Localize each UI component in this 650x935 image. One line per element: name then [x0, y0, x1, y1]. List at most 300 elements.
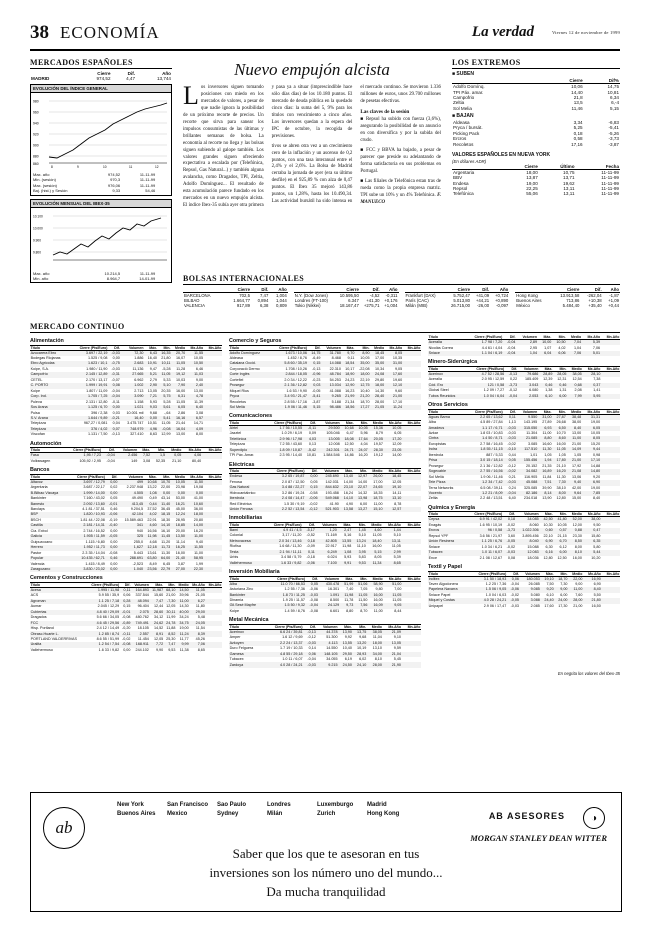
quote-value: 9,64 [566, 491, 581, 496]
quote-value: 24,62 [149, 621, 163, 626]
quote-value: 1.0 11 / 6,07 [464, 550, 503, 555]
quote-value: 22,91 [147, 517, 157, 522]
row-anio: 13,744 [156, 76, 171, 81]
quote-value: 38,48 [566, 414, 581, 420]
quote-value: 8,05 [582, 436, 601, 441]
quote-value: 18,45 [383, 474, 402, 480]
quote-value: 2,99 [382, 550, 401, 555]
quote-col-header: Cierre (Pts/Euro) [468, 572, 506, 577]
quote-value: 3.4 88 / 22,27 [266, 485, 305, 490]
adr-subtitle: (En dólares ADR) [452, 158, 487, 164]
quote-value: 11,54 [195, 626, 205, 631]
quote-value [601, 394, 620, 399]
quote-value: 3,60 [507, 533, 516, 538]
quote-value: 28,89 [539, 371, 553, 377]
quote-value: 0,44 [144, 501, 158, 506]
quote-value: 11,78 [344, 597, 354, 602]
quote-value: 16,20 [193, 528, 204, 533]
quote-value: 41.088 [329, 388, 341, 393]
quote-value: 11,05 [176, 399, 186, 404]
quote-value: 11,55 [186, 350, 204, 356]
quote-value: 0,05 [310, 479, 318, 484]
quote-value: 16,00 [175, 550, 185, 555]
quote-value: 4,09 [186, 427, 204, 432]
quote-value: 11,24 [176, 631, 189, 636]
quote-group-heading: Comunicaciones [229, 413, 421, 421]
quote-value: -0,04 [102, 453, 116, 459]
quote-value: 45,26 [195, 636, 205, 641]
quote-value: 27,00 [171, 567, 186, 572]
quote-value: 0,37 [582, 383, 601, 388]
quote-name: Bodegas Riojanas [30, 356, 61, 360]
quote-value: 7,04 [566, 340, 582, 346]
svg-text:10.000: 10.000 [33, 226, 43, 231]
quote-value: 18,70 [360, 399, 370, 404]
quote-value: 117.510 [516, 447, 538, 452]
quote-value: -0,02 [510, 592, 519, 597]
quote-col-header: Medio [368, 469, 383, 474]
table-row: Argentaria 18,00 10,75 11-11-99 [453, 169, 619, 175]
quote-value: 40,00 [176, 610, 189, 615]
quote-value: 5.6 66 / 34,05 [96, 615, 120, 620]
quote-value: 10,05 [590, 431, 601, 436]
quote-value: 3.697 / 22,19 [70, 350, 108, 356]
quote-value: 28,05 [553, 371, 567, 377]
quote-value: 16,25 [171, 545, 186, 550]
quote-value: -0,23 [312, 377, 321, 382]
quote-value: 8,44 [394, 608, 402, 613]
quote-col-header: Medio [166, 448, 182, 453]
quote-value: 1,08 [337, 550, 352, 555]
quote-value: 6,05 [582, 426, 601, 431]
quote-value: 5,80 [593, 544, 601, 549]
quote-value: 0,05 [166, 453, 182, 459]
quote-value: 234.018 [523, 496, 538, 501]
quote-value: 14,50 [176, 587, 189, 593]
quote-value: 1.1 25 / 6,76 [464, 539, 503, 544]
quote-value: 521.903 [318, 507, 339, 512]
international-heading: BOLSAS INTERNACIONALES [183, 274, 620, 285]
quote-value: 5,33 [163, 377, 171, 382]
quote-name: Valencia [30, 561, 45, 566]
quote-value: 9,00 [575, 582, 583, 586]
quote-name: Dinamia [229, 597, 244, 602]
col-dif: Dif. [127, 71, 136, 76]
quote-value: -0,06 [309, 587, 318, 592]
quote-group-heading: Metal Mecánica [229, 617, 421, 625]
quote-col-header: Mx.Año [582, 410, 601, 415]
quote-value: 6,04 [538, 351, 552, 356]
quote-value: -0,04 [505, 394, 518, 399]
quote-value [202, 459, 222, 464]
quote-value: 1,94 [538, 458, 552, 463]
quote-col-header: Mn.Año [205, 583, 222, 588]
quote-col-header: Volumen [516, 410, 538, 415]
quote-value: 16,16 [171, 416, 186, 421]
quote-value: -0,08 [309, 608, 318, 613]
quote-value: 1.807 / 11,09 [86, 388, 108, 393]
quote-value: 12,05 [153, 636, 164, 641]
quote-value: 1.0 04 / 6,03 [485, 592, 507, 597]
quote-value: 1.6 95 / 10,19 [479, 522, 503, 527]
quote-value: 12,54 [572, 377, 582, 382]
quote-col-header: Mín. [552, 335, 566, 340]
quote-name: Riofisa [229, 544, 241, 549]
quote-value: -0,04 [108, 394, 120, 399]
quote-value: 11,30 [161, 550, 171, 555]
quote-value: 21,00 [573, 603, 583, 608]
quote-col-header: Máx. [341, 346, 355, 351]
quote-value: 9,11 [347, 356, 355, 360]
note-value: 976,06 [107, 182, 121, 188]
quote-value: 21,90 [382, 662, 401, 667]
quote-value: 20.152 [525, 463, 538, 468]
quote-value: 376 / 4,02 [70, 427, 108, 432]
note-date: 11-11-99 [139, 182, 156, 188]
quote-value: 1.6 68 / 11,30 [279, 544, 302, 549]
quote-value [601, 351, 620, 356]
quote-value: 14.088 [321, 361, 341, 366]
quote-value: 16,90 [583, 576, 601, 582]
quote-name: Europistas [428, 441, 447, 446]
quote-value [205, 648, 222, 653]
quote-value: 15,10 [368, 507, 383, 512]
quote-value: 6,43 [144, 350, 158, 356]
quote-name: Sol Meliá [428, 474, 444, 479]
quote-value: 18,70 [554, 576, 568, 582]
quote-value: 8,40 [592, 496, 601, 501]
quote-name: Fasa [30, 453, 60, 459]
quote-value: 6,27 [189, 599, 205, 604]
quote-col-header: Medio [368, 421, 383, 426]
quote-name: Corp. Ind. [30, 394, 70, 399]
quote-value: 2,08 [574, 388, 582, 393]
quote-value: 12,50 [557, 555, 567, 560]
quote-value: 21,00 [385, 394, 403, 399]
quote-col-header: Mín. [352, 523, 367, 528]
quote-col-header: Volumen [520, 572, 541, 577]
note-value: 970,3 [110, 177, 121, 183]
quote-col-header: Titulo [229, 523, 262, 528]
quote-name: Enagás [428, 522, 442, 527]
quote-value: 3.4 58 / 5,79 [280, 555, 302, 560]
quote-value: 10,60 [186, 501, 204, 506]
note-date: 11-11-99 [139, 172, 156, 177]
quote-value: 19,12 [373, 453, 383, 458]
quote-value: 3.2 65 / 19,87 [266, 474, 305, 480]
quote-value: 0,00 [305, 474, 318, 480]
quote-value: 8,60 [552, 436, 566, 441]
quote-value: 8,50 [567, 539, 582, 544]
quote-value: 9,03 [144, 405, 158, 410]
table-row [229, 662, 421, 667]
quote-value: -5,28 [162, 366, 171, 371]
quote-value: 18,54 [341, 361, 355, 366]
quote-value: 1.6 53 / 9,90 [286, 388, 307, 393]
quote-value: 64,00 [157, 556, 171, 561]
quote-value: 3.830 / 23,02 [68, 567, 106, 572]
quote-value: 13,90 [542, 496, 552, 501]
quote-col-header: Máx. [539, 512, 553, 517]
quote-value: 45,00 [175, 506, 185, 511]
quote-value: 16,56 [147, 528, 157, 533]
ad-brand: AB ASESORES [488, 811, 565, 821]
quote-col-header: Mx.Año [385, 346, 403, 351]
quote-value: 1.8 55 / 11,15 [464, 447, 504, 452]
quote-name: Sogecable [428, 469, 464, 474]
quote-col-header: Titulo [428, 410, 464, 415]
quote-value: 0,05 [110, 496, 118, 501]
ad-city: Luxemburgo [317, 802, 354, 808]
quote-value: 9.085 [520, 587, 541, 592]
spanish-markets-heading: MERCADOS ESPAÑOLES [30, 58, 172, 69]
quote-value: 1.952 / 11,73 [68, 545, 106, 550]
quote-name: Agroman [30, 599, 86, 604]
quote-value: 17,20 [383, 437, 402, 442]
quote-value: 1.415 / 8,49 [85, 561, 105, 566]
quote-name: Telepizza [30, 421, 46, 426]
quote-value: 16,07 [175, 356, 186, 360]
quote-group-heading: Textil y Papel [428, 564, 620, 572]
extremes-column [452, 58, 620, 197]
note-label: Max. año [33, 172, 50, 177]
quote-col-header: Mín. [151, 448, 166, 453]
quote-value: 16,00 [175, 388, 186, 393]
quote-value: 51.300 [326, 635, 338, 640]
quote-col-header: Volumen [516, 512, 540, 517]
table-row [428, 351, 620, 356]
index-chart-notes [31, 171, 171, 195]
quote-value: 2,79 [149, 377, 157, 382]
quote-value: 1.4 50 / 8,71 [464, 436, 504, 441]
index-chart-caption: EVOLUCIÓN DEL ÍNDICE GENERAL [31, 85, 171, 93]
quote-value: 7,72 [149, 642, 163, 647]
quote-value: 11,05 [392, 597, 402, 602]
quote-value: 5,21 [144, 372, 158, 377]
quote-value: -0,04 [503, 351, 516, 356]
quote-col-header: Máx. [149, 583, 163, 588]
quote-col-header: Dif. [108, 346, 120, 351]
quote-value: 26,00 [368, 474, 383, 480]
quote-value: 0,57 [553, 528, 567, 533]
quote-value: 21,40 [171, 556, 186, 561]
extremes-heading: LOS EXTREMOS [452, 58, 620, 69]
quote-value: 0,00 [186, 491, 204, 496]
table-row [428, 604, 620, 609]
quote-value: 27,87 [552, 414, 566, 420]
quote-value: 1,99 [195, 561, 204, 566]
quote-value: 10,05 [171, 479, 186, 485]
quote-value: -0,13 [312, 366, 321, 371]
note-value: 10.214,5 [104, 270, 121, 276]
quote-value: 10,05 [354, 425, 368, 431]
international-grid [183, 287, 620, 309]
quote-value: 11,05 [552, 447, 566, 452]
quote-value: 11,38 [179, 647, 189, 652]
quote-value: 12,80 [556, 496, 566, 501]
quote-value: 21,35 [542, 463, 552, 468]
quote-value: 8,90 [355, 350, 370, 356]
quote-col-header: Dif. [302, 523, 315, 528]
quote-value: 6,46 [195, 366, 204, 371]
quote-value: 4,96 [144, 427, 158, 432]
quote-value: -0,03 [503, 426, 516, 431]
quote-value: 28,93 [352, 652, 366, 657]
quote-col-header: Volumen [318, 469, 339, 474]
spanish-markets-table [30, 71, 172, 81]
quote-name: Ercros [428, 528, 464, 533]
quote-value: 1.1 17 / 6,71 [464, 426, 504, 431]
quote-col-header: Mx.Año [186, 475, 204, 480]
table-row [229, 609, 421, 614]
quote-value: 11,98 [340, 592, 354, 597]
quote-value: 16,04 [171, 427, 186, 432]
quote-col-header: Medio [567, 512, 582, 517]
quote-value: 58,90 [368, 581, 383, 587]
note-value: 974,52 [107, 172, 121, 177]
quote-name: Endesa [229, 474, 266, 480]
quote-value: -0,05 [503, 539, 516, 544]
quote-value: 10.435 / 62,71 [68, 556, 106, 561]
quote-value: 2.2 52 / 13,54 [266, 507, 305, 512]
quote-value: 11,05 [354, 592, 368, 597]
quote-value: 28,00 [568, 598, 583, 603]
table-row: TPI Páx. amar. 14,40 10,81 [453, 89, 619, 95]
quote-value: 12,50 [344, 442, 354, 447]
quote-col-header: Dif. [505, 367, 518, 372]
quote-value: 5.8 60 / 35,19 [270, 361, 308, 366]
quote-value: -0,89 [120, 621, 131, 626]
quote-col-header: Dif. [303, 625, 316, 630]
quote-value: 1.452 / 8,76 [287, 356, 307, 360]
quote-value: 11,30 [538, 447, 552, 452]
ad-city: Hong Kong [367, 811, 400, 818]
quote-value: 21,00 [166, 593, 176, 598]
quote-value: 17,92 [571, 463, 582, 468]
quote-value: 6,05 [394, 431, 402, 436]
quote-value: 9,90 [155, 647, 164, 652]
ad-slogan-line: inversiones son los número uno del mundo... [209, 864, 443, 880]
quote-value: 3,87 [177, 561, 185, 566]
quote-value: 499 [118, 479, 144, 485]
quote-value: 13,40 [339, 474, 353, 480]
quote-col-header: Titulo [428, 572, 468, 577]
quote-value: 9,73 [340, 603, 354, 608]
quote-value: 18.036 [527, 555, 539, 560]
quote-value: 4,68 [149, 539, 157, 544]
quote-value: 10,20 [591, 555, 601, 560]
quote-value: 0,15 [123, 604, 131, 609]
quote-value: 29,00 [189, 610, 205, 615]
table-row: Buenos Aires 713,86 +10,38 +1,09 [516, 298, 619, 304]
quote-col-header: Mín. [352, 625, 366, 630]
quote-value: 14,10 [157, 523, 171, 528]
quote-value: -0,04 [503, 491, 516, 496]
quote-group-heading: Inmobiliarias [229, 515, 421, 523]
quote-col-header: Mx.Año [382, 523, 401, 528]
quote-value: 1.1 04 / 6,19 [463, 351, 503, 356]
quote-value: 49.490 [131, 496, 144, 501]
quote-value: 15,80 [591, 533, 601, 538]
quote-value: 4.1 81 / 37,51 [82, 506, 105, 511]
quote-value: 0,06 [507, 576, 520, 582]
quote-value: 9,68 [359, 635, 367, 640]
quote-value: 18,08 [340, 437, 354, 442]
quote-col-header: Mín. [354, 421, 368, 426]
quote-value: 1.091 [319, 592, 340, 597]
quote-value: 8,78 [394, 501, 402, 506]
quote-value: 34,00 [367, 652, 383, 657]
quote-value: -0,13 [303, 629, 316, 635]
quote-value: 8.6 55 / 51,99 [96, 636, 120, 641]
quote-value: 21.085 [516, 436, 538, 441]
quote-value: 15.088 [527, 544, 539, 549]
table-row: Frankfurt (DAX) 5.752,47 +41,09 +0,724 [405, 293, 509, 299]
fallers-table [452, 120, 620, 147]
article-author: F. MANUECO [360, 192, 441, 205]
svg-text:10: 10 [103, 165, 107, 169]
table-row: Endesa 19,00 19,62 11-11-99 [453, 180, 619, 186]
quote-name: Red Eléctrica [229, 501, 252, 506]
quote-value: 31,00 [538, 414, 552, 420]
quote-value: 35,00 [370, 361, 385, 366]
quote-value: 13,27 [354, 507, 368, 512]
quote-name: Uralita [30, 642, 86, 647]
quote-col-header: Medio [171, 475, 186, 480]
quote-value: 8,79 [375, 431, 383, 436]
article-title: Nuevo empujón alcista [234, 60, 390, 79]
bullet-text: FCC y BBVA ha bajado, a pesar de parecer que preside su adelantando de forma satisfactoria en sus problemas en Portugal. [360, 148, 441, 174]
quote-value: 19,10 [540, 576, 554, 582]
quote-value: 17,10 [392, 399, 403, 404]
quote-value: 38,00 [582, 517, 601, 523]
quote-value: 53,00 [175, 496, 185, 501]
table-row: Ercros 0,58 -3,73 [453, 136, 619, 142]
quote-value: 8,10 [567, 550, 582, 555]
quote-name: Unión Fenosa [229, 507, 266, 512]
note-label: Max. (sesión) [33, 182, 58, 188]
quote-value: 4,02 [558, 345, 566, 350]
quote-value: 12,99 [161, 432, 171, 437]
quote-group-heading: Alimentación [30, 338, 222, 346]
quote-value: 38,05 [367, 629, 383, 635]
quote-value: -3,73 [505, 383, 518, 388]
quote-name: Fenosa [229, 479, 242, 484]
quote-value: -0,05 [312, 388, 321, 393]
quote-value: 2.7 55 / 16,56 [464, 469, 504, 474]
quote-group-heading: Química y Energía [428, 505, 620, 513]
quote-value: 12,44 [153, 604, 164, 609]
quote-col-header: Medio [367, 625, 383, 630]
quote-value: 43,14 [160, 496, 171, 501]
quote-value: 6,00 [359, 501, 368, 506]
quote-name: PORTLAND VALDERRIVAS [30, 636, 77, 641]
quote-value: 11,40 [157, 501, 171, 506]
quote-name: Vallehermoso [229, 561, 262, 566]
quote-value: 8,05 [374, 555, 382, 560]
quote-value: 6.601 [329, 608, 340, 613]
quote-value: 8,40 [583, 587, 601, 592]
quote-value: 36,45 [160, 506, 171, 511]
quote-value: 0,15 [308, 361, 322, 366]
continuous-market-col-1 [30, 335, 222, 668]
quote-col-header: Mín. [158, 346, 172, 351]
quote-value: 7,30 [560, 582, 568, 586]
quote-name: Acerinox [229, 629, 263, 635]
quote-col-header: Cierre (Pts/Euro) [266, 577, 305, 582]
quote-value: 52,00 [567, 517, 582, 523]
quote-value: 8.060 [529, 522, 539, 527]
